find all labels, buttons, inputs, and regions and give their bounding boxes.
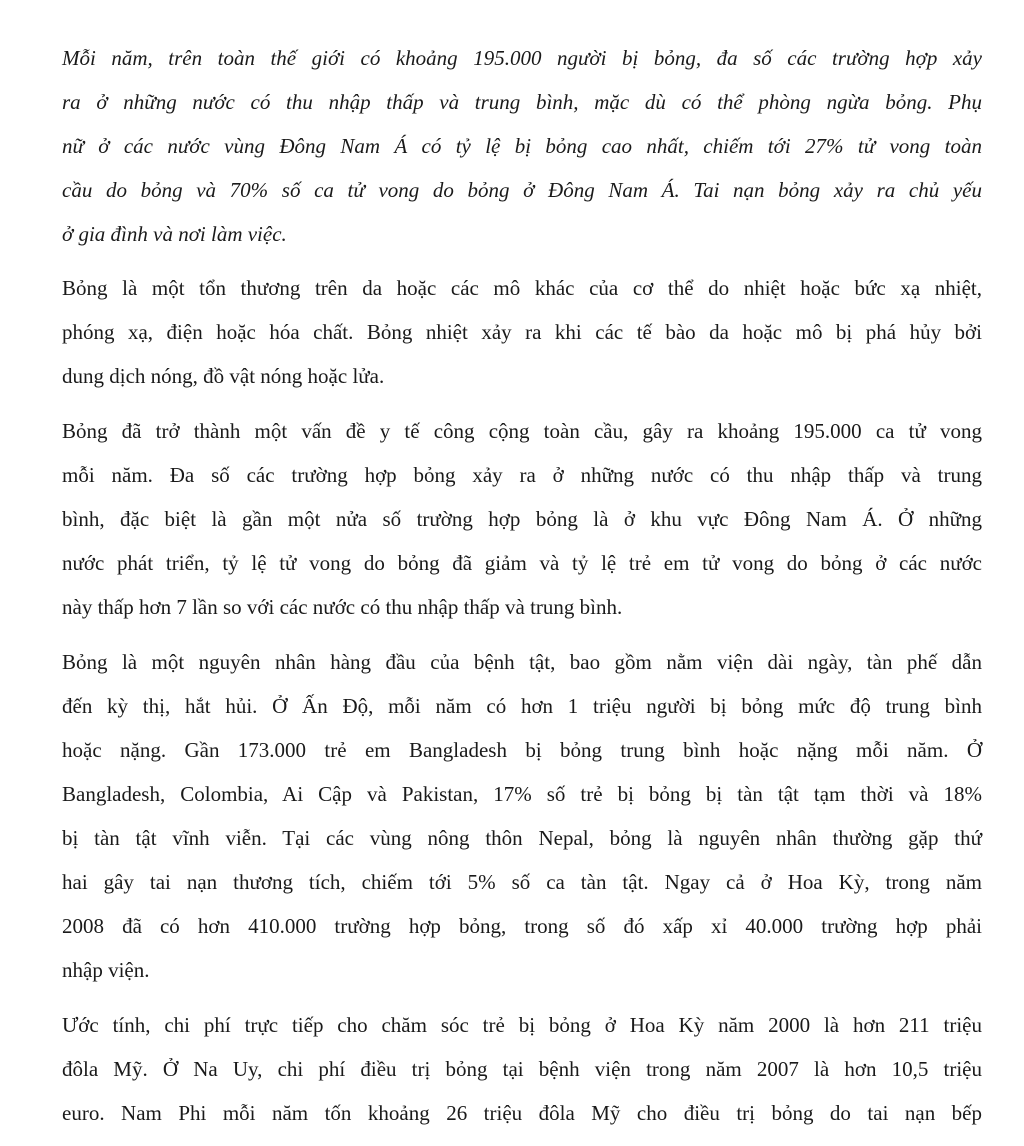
- text-line: này thấp hơn 7 lần so với các nước có thu nhập thấp và trung bình.: [62, 595, 623, 619]
- paragraph-global-problem: [62, 409, 982, 629]
- text-line: bình, đặc biệt là gần một nửa số trường hợp bỏng là ở khu vực Đông Nam Á. Ở những: [62, 507, 982, 531]
- text-line: dung dịch nóng, đồ vật nóng hoặc lửa.: [62, 364, 385, 388]
- text-line: Bỏng đã trở thành một vấn đề y tế công cộng toàn cầu, gây ra khoảng 195.000 ca tử vong: [62, 419, 982, 443]
- text-line: đôla Mỹ. Ở Na Uy, chi phí điều trị bỏng tại bệnh viện trong năm 2007 là hơn 10,5 triệu: [62, 1057, 982, 1081]
- text-line: nhập viện.: [62, 958, 150, 982]
- text-line: nữ ở các nước vùng Đông Nam Á có tỷ lệ bị bỏng cao nhất, chiếm tới 27% tử vong toàn: [62, 134, 982, 158]
- text-line: Bỏng là một nguyên nhân hàng đầu của bệnh tật, bao gồm nằm viện dài ngày, tàn phế dẫn: [62, 650, 982, 674]
- paragraph-definition: [62, 266, 982, 398]
- document-page: [62, 36, 982, 1146]
- text-line: phóng xạ, điện hoặc hóa chất. Bỏng nhiệt xảy ra khi các tế bào da hoặc mô bị phá hủy bởi: [62, 320, 982, 344]
- text-line: 2008 đã có hơn 410.000 trường hợp bỏng, trong số đó xấp xỉ 40.000 trường hợp phải: [62, 914, 982, 938]
- paragraph-intro: [62, 36, 982, 256]
- text-line: Bỏng là một tổn thương trên da hoặc các mô khác của cơ thể do nhiệt hoặc bức xạ nhiệt,: [62, 276, 982, 300]
- text-line: ở gia đình và nơi làm việc.: [62, 222, 287, 246]
- text-line: Ước tính, chi phí trực tiếp cho chăm sóc trẻ bị bỏng ở Hoa Kỳ năm 2000 là hơn 211 triệu: [62, 1013, 982, 1037]
- text-line: cầu do bỏng và 70% số ca tử vong do bỏng ở Đông Nam Á. Tai nạn bỏng xảy ra chủ yếu: [62, 178, 982, 202]
- paragraph-costs: [62, 1003, 982, 1135]
- text-line: ra ở những nước có thu nhập thấp và trung bình, mặc dù có thể phòng ngừa bỏng. Phụ: [62, 90, 982, 114]
- text-line: hoặc nặng. Gần 173.000 trẻ em Bangladesh bị bỏng trung bình hoặc nặng mỗi năm. Ở: [62, 738, 982, 762]
- text-line: đến kỳ thị, hắt hủi. Ở Ấn Độ, mỗi năm có hơn 1 triệu người bị bỏng mức độ trung bình: [62, 694, 982, 718]
- text-line: nước phát triển, tỷ lệ tử vong do bỏng đã giảm và tỷ lệ trẻ em tử vong do bỏng ở các nước: [62, 551, 982, 575]
- text-line: mỗi năm. Đa số các trường hợp bỏng xảy ra ở những nước có thu nhập thấp và trung: [62, 463, 982, 487]
- text-line: Bangladesh, Colombia, Ai Cập và Pakistan, 17% số trẻ bị bỏng bị tàn tật tạm thời và 18%: [62, 782, 982, 806]
- paragraph-morbidity: [62, 640, 982, 992]
- text-line: euro. Nam Phi mỗi năm tốn khoảng 26 triệu đôla Mỹ cho điều trị bỏng do tai nạn bếp: [62, 1101, 982, 1125]
- text-line: Mỗi năm, trên toàn thế giới có khoảng 195.000 người bị bỏng, đa số các trường hợp xảy: [62, 46, 982, 70]
- text-line: hai gây tai nạn thương tích, chiếm tới 5% số ca tàn tật. Ngay cả ở Hoa Kỳ, trong năm: [62, 870, 982, 894]
- text-line: bị tàn tật vĩnh viễn. Tại các vùng nông thôn Nepal, bỏng là nguyên nhân thường gặp thứ: [62, 826, 982, 850]
